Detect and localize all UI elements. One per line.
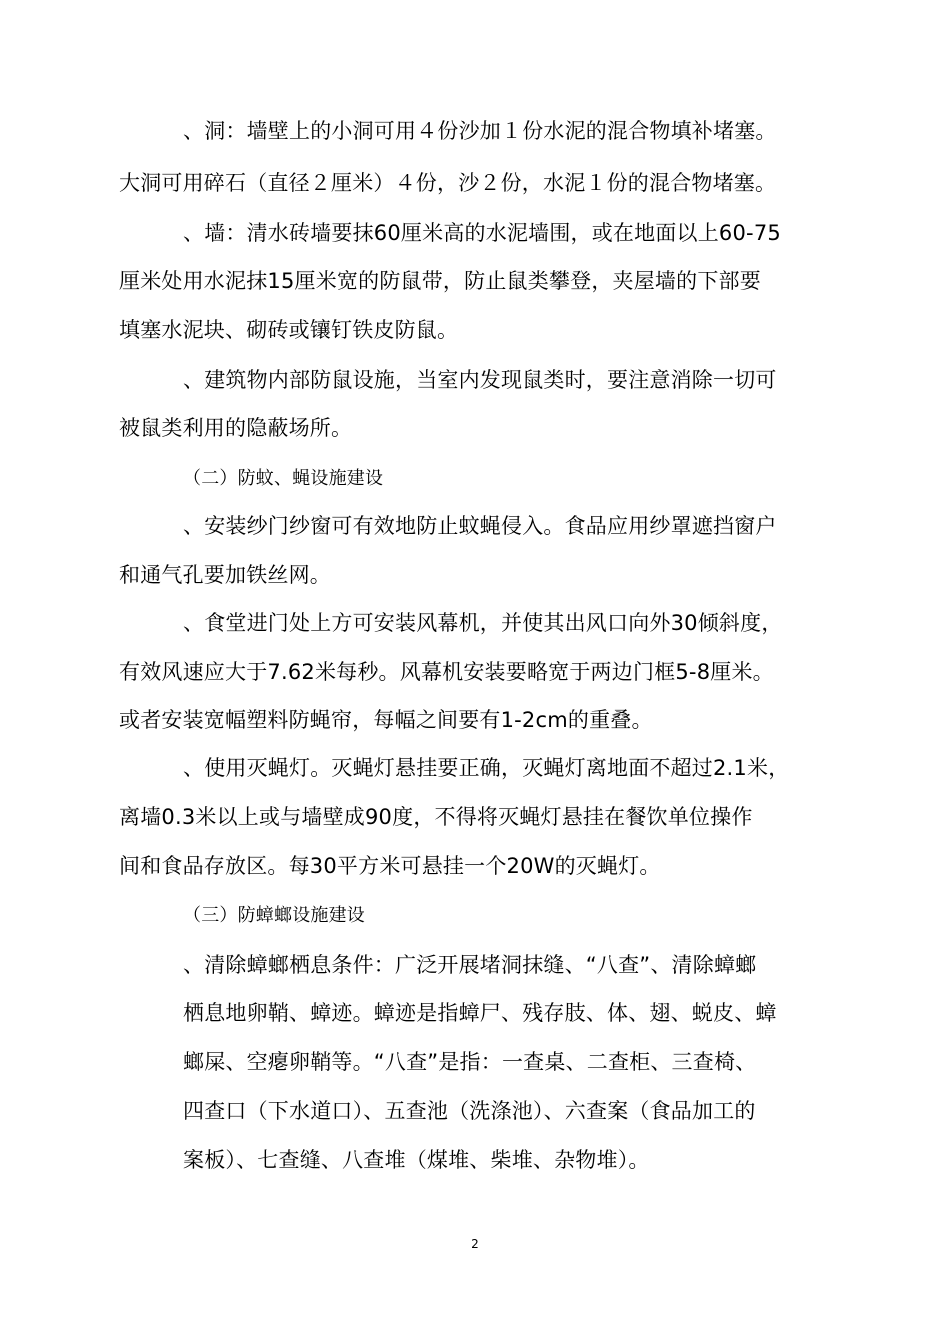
paragraph-line: 厘米处用水泥抹15厘米宽的防鼠带，防止鼠类攀登，夹屋墙的下部要 (119, 269, 761, 293)
page-number: 2 (471, 1237, 479, 1251)
paragraph-line: 大洞可用碎石（直径２厘米）４份，沙２份，水泥１份的混合物堵塞。 (119, 171, 777, 195)
paragraph-line: 被鼠类利用的隐蔽场所。 (119, 416, 353, 440)
paragraph-line: 填塞水泥块、砌砖或镶钉铁皮防鼠。 (119, 318, 459, 342)
section-heading: （二）防蚊、蝇设施建设 (183, 468, 384, 489)
paragraph-line: 、食堂进门处上方可安装风幕机，并使其出风口向外30倾斜度， (183, 611, 783, 635)
paragraph-line: 、清除蟑螂栖息条件：广泛开展堵洞抹缝、“八查”、清除蟑螂 (183, 953, 757, 977)
paragraph-line: 、建筑物内部防鼠设施，当室内发现鼠类时，要注意消除一切可 (183, 368, 777, 392)
paragraph-line: 和通气孔要加铁丝网。 (119, 563, 331, 587)
paragraph-line: 栖息地卵鞘、蟑迹。蟑迹是指蟑尸、残存肢、体、翅、蜕皮、蟑 (183, 1001, 777, 1025)
paragraph-line: 、使用灭蝇灯。灭蝇灯悬挂要正确，灭蝇灯离地面不超过2.1米， (183, 756, 790, 780)
paragraph-line: 螂屎、空瘪卵鞘等。“八查”是指：一查桌、二查柜、三查椅、 (183, 1050, 757, 1074)
paragraph-line: 间和食品存放区。每30平方米可悬挂一个20W的灭蝇灯。 (119, 854, 661, 878)
paragraph-line: 、洞：墙壁上的小洞可用４份沙加１份水泥的混合物填补堵塞。 (183, 119, 777, 143)
paragraph-line: 案板）、七查缝、八查堆（煤堆、柴堆、杂物堆）。 (183, 1148, 650, 1172)
section-heading: （三）防蟑螂设施建设 (183, 905, 365, 926)
paragraph-line: 、墙：清水砖墙要抹60厘米高的水泥墙围，或在地面以上60-75 (183, 221, 781, 245)
paragraph-line: 或者安装宽幅塑料防蝇帘，每幅之间要有1-2cm的重叠。 (119, 708, 653, 732)
paragraph-line: 有效风速应大于7.62米每秒。风幕机安装要略宽于两边门框5-8厘米。 (119, 660, 774, 684)
paragraph-line: 、安装纱门纱窗可有效地防止蚊蝇侵入。食品应用纱罩遮挡窗户 (183, 514, 777, 538)
paragraph-line: 离墙0.3米以上或与墙壁成90度，不得将灭蝇灯悬挂在餐饮单位操作 (119, 805, 753, 829)
paragraph-line: 四查口（下水道口）、五查池（洗涤池）、六查案（食品加工的 (183, 1099, 756, 1123)
